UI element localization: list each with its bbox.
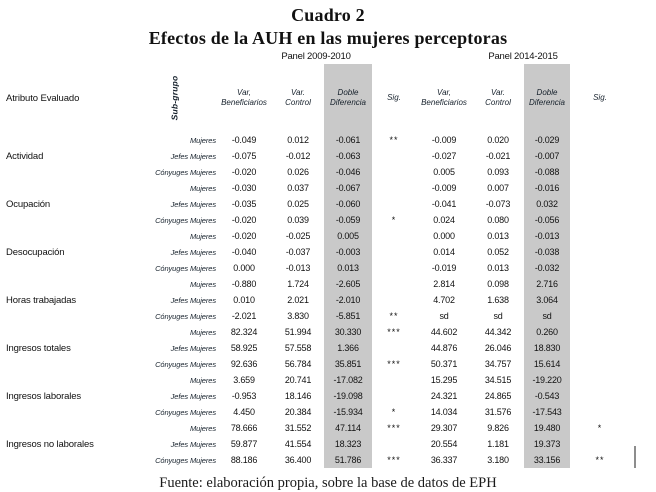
cell-p1-doble-diferencia: -0.046 xyxy=(324,164,372,180)
cell-p2-sig xyxy=(570,164,630,180)
cell-p1-var-beneficiarios: 4.450 xyxy=(233,407,255,417)
cell-p2-doble-diferencia: sd xyxy=(524,308,570,324)
header-p2-var-control-l2: Control xyxy=(485,98,511,107)
cell-p1-var-control: 2.021 xyxy=(287,295,309,305)
cell-p1-var-beneficiarios: -0.040 xyxy=(231,247,257,257)
cell-p2-doble-diferencia: 33.156 xyxy=(524,452,570,468)
cell-p1-var-beneficiarios: -0.953 xyxy=(231,391,257,401)
attribute-label: Actividad xyxy=(6,150,44,162)
cell-p2-var-control: 0.093 xyxy=(487,167,509,177)
cell-p1-doble-diferencia: -2.605 xyxy=(324,276,372,292)
column-header-row xyxy=(6,64,630,132)
cell-p2-sig xyxy=(570,436,630,452)
cell-p1-sig xyxy=(372,244,416,260)
header-p1-doble-diferencia-l2: Diferencia xyxy=(329,98,366,107)
panel-header-row xyxy=(6,50,630,64)
cell-p1-doble-diferencia: -0.061 xyxy=(324,132,372,148)
subgroup-label: Mujeres xyxy=(190,423,216,433)
subgroup-label: Jefes Mujeres xyxy=(170,439,216,449)
subgroup-label: Jefes Mujeres xyxy=(170,247,216,257)
cell-p1-var-beneficiarios: -2.021 xyxy=(231,311,257,321)
page-subtitle: Efectos de la AUH en las mujeres perceptoras xyxy=(148,28,508,48)
cell-p2-sig xyxy=(570,404,630,420)
cell-p1-var-beneficiarios: 59.877 xyxy=(230,439,258,449)
title-block xyxy=(0,0,656,50)
cell-p2-var-beneficiarios: -0.041 xyxy=(431,199,457,209)
cell-p1-sig: *** xyxy=(387,423,401,433)
cell-p1-var-control: 57.558 xyxy=(284,343,312,353)
cell-p1-var-control: 20.741 xyxy=(284,375,312,385)
cell-p2-doble-diferencia: 0.260 xyxy=(524,324,570,340)
cell-p2-var-control: 44.342 xyxy=(484,327,512,337)
cell-p2-doble-diferencia: 0.032 xyxy=(524,196,570,212)
cell-p2-var-control: 0.013 xyxy=(487,231,509,241)
cell-p1-sig xyxy=(372,292,416,308)
corner-blank-attr xyxy=(6,50,132,64)
cell-p1-var-beneficiarios: -0.049 xyxy=(231,135,257,145)
cell-p1-var-beneficiarios: -0.020 xyxy=(231,231,257,241)
cell-p2-var-control: 9.826 xyxy=(487,423,509,433)
cell-p2-var-beneficiarios: 15.295 xyxy=(430,375,458,385)
panel-header-2014-2015: Panel 2014-2015 xyxy=(488,51,558,62)
cell-p2-sig xyxy=(570,148,630,164)
cell-p2-var-beneficiarios: 0.005 xyxy=(433,167,455,177)
cell-p1-var-control: -0.013 xyxy=(285,263,311,273)
cell-p1-sig xyxy=(372,260,416,276)
cell-p2-sig xyxy=(570,228,630,244)
cell-p1-sig: *** xyxy=(387,359,401,369)
cell-p1-doble-diferencia: -0.063 xyxy=(324,148,372,164)
cell-p1-var-control: 1.724 xyxy=(287,279,309,289)
subgroup-label: Jefes Mujeres xyxy=(170,151,216,161)
cell-p1-var-control: 0.037 xyxy=(287,183,309,193)
cell-p2-sig xyxy=(570,132,630,148)
cell-p1-var-control: 3.830 xyxy=(287,311,309,321)
cell-p1-var-beneficiarios: -0.020 xyxy=(231,215,257,225)
header-sub-grupo xyxy=(132,64,216,132)
cell-p1-var-control: 20.384 xyxy=(284,407,312,417)
cell-p2-sig xyxy=(570,276,630,292)
cell-p2-var-control: -0.021 xyxy=(485,151,511,161)
cell-p2-doble-diferencia: -0.032 xyxy=(524,260,570,276)
cell-p2-var-beneficiarios: 20.554 xyxy=(430,439,458,449)
cell-p2-var-beneficiarios: 4.702 xyxy=(433,295,455,305)
cell-p2-var-control: 0.080 xyxy=(487,215,509,225)
cell-p1-var-beneficiarios: 92.636 xyxy=(230,359,258,369)
cell-p1-var-control: 0.025 xyxy=(287,199,309,209)
cell-p2-var-beneficiarios: 36.337 xyxy=(430,455,458,465)
cuadro-2-table xyxy=(6,50,630,468)
attribute-label: Ingresos totales xyxy=(6,342,71,354)
subgroup-label: Jefes Mujeres xyxy=(170,199,216,209)
subgroup-label: Mujeres xyxy=(190,375,216,385)
cell-p1-sig: ** xyxy=(389,311,399,321)
cell-p1-sig xyxy=(372,148,416,164)
cell-p2-doble-diferencia: 15.614 xyxy=(524,356,570,372)
cell-p1-var-beneficiarios: 78.666 xyxy=(230,423,258,433)
cell-p2-doble-diferencia: -19.220 xyxy=(524,372,570,388)
subgroup-label: Mujeres xyxy=(190,135,216,145)
subgroup-label: Cónyuges Mujeres xyxy=(155,167,216,177)
cell-p2-doble-diferencia: 18.830 xyxy=(524,340,570,356)
cell-p2-sig xyxy=(570,260,630,276)
cell-p1-var-beneficiarios: -0.035 xyxy=(231,199,257,209)
cell-p1-sig: * xyxy=(391,215,397,225)
cell-p2-sig xyxy=(570,212,630,228)
header-p1-var-control-l2: Control xyxy=(285,98,311,107)
cell-p1-doble-diferencia: 47.114 xyxy=(324,420,372,436)
cell-p1-var-control: 18.146 xyxy=(284,391,312,401)
cell-p2-var-beneficiarios: 0.014 xyxy=(433,247,455,257)
subgroup-label: Jefes Mujeres xyxy=(170,343,216,353)
attribute-label: Ingresos laborales xyxy=(6,390,81,402)
cell-p2-sig xyxy=(570,244,630,260)
subgroup-label: Cónyuges Mujeres xyxy=(155,311,216,321)
cell-p2-var-control: -0.073 xyxy=(485,199,511,209)
cell-p2-var-control: 31.576 xyxy=(484,407,512,417)
cell-p2-sig xyxy=(570,388,630,404)
cell-p1-var-beneficiarios: -0.075 xyxy=(231,151,257,161)
cell-p1-doble-diferencia: 51.786 xyxy=(324,452,372,468)
cell-p2-sig xyxy=(570,292,630,308)
cell-p2-doble-diferencia: -0.056 xyxy=(524,212,570,228)
attribute-label: Ingresos no laborales xyxy=(6,438,94,450)
cell-p2-sig: ** xyxy=(595,455,605,465)
cell-p2-var-beneficiarios: 0.000 xyxy=(433,231,455,241)
cell-p2-sig xyxy=(570,324,630,340)
attribute-label: Ocupación xyxy=(6,198,51,210)
header-p1-var-beneficiarios xyxy=(216,64,272,132)
table-head xyxy=(6,50,630,132)
header-sub-grupo-label: Sub-grupo xyxy=(168,75,179,121)
right-edge-tick xyxy=(634,446,636,468)
cell-p1-sig xyxy=(372,388,416,404)
subgroup-label: Mujeres xyxy=(190,231,216,241)
cell-p1-doble-diferencia: 0.005 xyxy=(324,228,372,244)
cell-p1-doble-diferencia: 18.323 xyxy=(324,436,372,452)
cell-p1-var-beneficiarios: -0.030 xyxy=(231,183,257,193)
cell-p2-var-beneficiarios: 44.876 xyxy=(430,343,458,353)
source-note: Fuente: elaboración propia, sobre la base de datos de EPH xyxy=(159,475,497,491)
cell-p1-doble-diferencia: -0.003 xyxy=(324,244,372,260)
cell-p2-doble-diferencia: 19.373 xyxy=(524,436,570,452)
subgroup-label: Cónyuges Mujeres xyxy=(155,215,216,225)
cell-p2-var-beneficiarios: 14.034 xyxy=(430,407,458,417)
cell-p2-doble-diferencia: 19.480 xyxy=(524,420,570,436)
cell-p1-doble-diferencia: 35.851 xyxy=(324,356,372,372)
cell-p1-sig xyxy=(372,196,416,212)
corner-blank-subgroup xyxy=(132,50,216,64)
cell-p2-var-beneficiarios: 0.024 xyxy=(433,215,455,225)
cell-p1-sig xyxy=(372,228,416,244)
table-row xyxy=(6,420,630,436)
attribute-label: Desocupación xyxy=(6,246,65,258)
cell-p2-doble-diferencia: -0.088 xyxy=(524,164,570,180)
cell-p1-sig xyxy=(372,340,416,356)
cell-p1-doble-diferencia: -15.934 xyxy=(324,404,372,420)
cell-p1-var-beneficiarios: 88.186 xyxy=(230,455,258,465)
header-p2-var-beneficiarios-l1: Var, xyxy=(437,88,451,97)
cell-p2-var-beneficiarios: 29.307 xyxy=(430,423,458,433)
cell-p2-doble-diferencia: -0.029 xyxy=(524,132,570,148)
cell-p1-sig xyxy=(372,372,416,388)
cell-p2-var-control: 3.180 xyxy=(487,455,509,465)
header-p2-doble-diferencia-l1: Doble xyxy=(536,88,558,97)
cell-p1-doble-diferencia: -5.851 xyxy=(324,308,372,324)
cell-p1-var-control: 0.039 xyxy=(287,215,309,225)
cell-p2-var-control: 1.181 xyxy=(487,439,509,449)
cell-p2-doble-diferencia: -17.543 xyxy=(524,404,570,420)
cell-p1-var-control: 41.554 xyxy=(284,439,312,449)
cell-p1-sig: *** xyxy=(387,455,401,465)
cell-p2-doble-diferencia: 2.716 xyxy=(524,276,570,292)
cell-p2-doble-diferencia: -0.013 xyxy=(524,228,570,244)
header-p2-var-beneficiarios-l2: Beneficiarios xyxy=(421,98,467,107)
cell-p1-doble-diferencia: 0.013 xyxy=(324,260,372,276)
cell-p1-doble-diferencia: -0.067 xyxy=(324,180,372,196)
subgroup-label: Mujeres xyxy=(190,327,216,337)
cell-p2-var-control: 34.515 xyxy=(484,375,512,385)
subgroup-label: Mujeres xyxy=(190,183,216,193)
cell-p2-var-control: 0.013 xyxy=(487,263,509,273)
cell-p2-var-control: 0.052 xyxy=(487,247,509,257)
cell-p2-doble-diferencia: 3.064 xyxy=(524,292,570,308)
cell-p1-var-beneficiarios: 82.324 xyxy=(230,327,258,337)
header-p1-doble-diferencia xyxy=(324,64,372,132)
cell-p1-sig xyxy=(372,180,416,196)
cell-p2-doble-diferencia: -0.016 xyxy=(524,180,570,196)
cell-p2-var-control: 34.757 xyxy=(484,359,512,369)
cell-p1-var-control: -0.012 xyxy=(285,151,311,161)
cell-p1-doble-diferencia: -2.010 xyxy=(324,292,372,308)
cell-p1-var-beneficiarios: 0.000 xyxy=(233,263,255,273)
cell-p2-var-beneficiarios: -0.019 xyxy=(431,263,457,273)
subgroup-label: Cónyuges Mujeres xyxy=(155,407,216,417)
cell-p1-doble-diferencia: -0.059 xyxy=(324,212,372,228)
subgroup-label: Cónyuges Mujeres xyxy=(155,455,216,465)
cell-p2-var-control: 0.007 xyxy=(487,183,509,193)
cell-p1-var-beneficiarios: -0.880 xyxy=(231,279,257,289)
panel-header-2009-2010: Panel 2009-2010 xyxy=(281,51,351,62)
page-title: Cuadro 2 xyxy=(291,5,365,25)
table-row xyxy=(6,228,630,244)
cell-p2-var-control: 1.638 xyxy=(487,295,509,305)
cell-p2-sig: * xyxy=(597,423,603,433)
header-p2-sig: Sig. xyxy=(593,93,607,102)
cell-p1-var-control: -0.037 xyxy=(285,247,311,257)
cell-p2-var-beneficiarios: 44.602 xyxy=(430,327,458,337)
cell-p1-sig: ** xyxy=(389,135,399,145)
cell-p2-sig xyxy=(570,308,630,324)
cell-p1-var-control: 36.400 xyxy=(284,455,312,465)
header-p1-doble-diferencia-l1: Doble xyxy=(337,88,359,97)
subgroup-label: Cónyuges Mujeres xyxy=(155,359,216,369)
cell-p1-doble-diferencia: 1.366 xyxy=(324,340,372,356)
cell-p2-var-beneficiarios: 24.321 xyxy=(430,391,458,401)
header-atributo-evaluado: Atributo Evaluado xyxy=(6,92,80,104)
header-p2-doble-diferencia-l2: Diferencia xyxy=(528,98,565,107)
header-p1-sig: Sig. xyxy=(387,93,401,102)
cell-p2-var-beneficiarios: 50.371 xyxy=(430,359,458,369)
cell-p2-var-control: sd xyxy=(493,311,503,321)
cell-p2-var-control: 24.865 xyxy=(484,391,512,401)
cell-p2-doble-diferencia: -0.038 xyxy=(524,244,570,260)
cell-p2-var-control: 0.098 xyxy=(487,279,509,289)
cell-p1-var-beneficiarios: -0.020 xyxy=(231,167,257,177)
cell-p1-sig: * xyxy=(391,407,397,417)
table-row xyxy=(6,324,630,340)
cell-p2-var-control: 0.020 xyxy=(487,135,509,145)
table-row xyxy=(6,276,630,292)
cell-p1-doble-diferencia: -19.098 xyxy=(324,388,372,404)
cell-p2-doble-diferencia: -0.007 xyxy=(524,148,570,164)
cell-p1-var-control: 31.552 xyxy=(284,423,312,433)
cell-p2-var-beneficiarios: sd xyxy=(439,311,449,321)
cell-p1-doble-diferencia: 30.330 xyxy=(324,324,372,340)
subgroup-label: Cónyuges Mujeres xyxy=(155,263,216,273)
cell-p2-var-beneficiarios: 2.814 xyxy=(433,279,455,289)
cell-p1-var-control: -0.025 xyxy=(285,231,311,241)
header-p2-doble-diferencia xyxy=(524,64,570,132)
cell-p2-sig xyxy=(570,372,630,388)
cell-p1-var-control: 0.026 xyxy=(287,167,309,177)
cell-p1-var-beneficiarios: 3.659 xyxy=(233,375,255,385)
cell-p2-var-control: 26.046 xyxy=(484,343,512,353)
header-p2-var-control xyxy=(472,64,524,132)
cell-p1-sig: *** xyxy=(387,327,401,337)
subgroup-label: Mujeres xyxy=(190,279,216,289)
table-container xyxy=(6,50,630,468)
header-p1-var-beneficiarios-l2: Beneficiarios xyxy=(221,98,267,107)
cell-p1-var-control: 51.994 xyxy=(284,327,312,337)
cell-p2-var-beneficiarios: -0.027 xyxy=(431,151,457,161)
header-p2-var-control-l1: Var. xyxy=(490,88,506,97)
cell-p2-sig xyxy=(570,196,630,212)
cell-p1-doble-diferencia: -17.082 xyxy=(324,372,372,388)
cell-p1-var-control: 56.784 xyxy=(284,359,312,369)
subgroup-label: Jefes Mujeres xyxy=(170,295,216,305)
header-p2-var-beneficiarios xyxy=(416,64,472,132)
cell-p2-sig xyxy=(570,180,630,196)
cell-p1-var-control: 0.012 xyxy=(287,135,309,145)
cell-p2-doble-diferencia: -0.543 xyxy=(524,388,570,404)
subgroup-label: Jefes Mujeres xyxy=(170,391,216,401)
table-body xyxy=(6,132,630,468)
cell-p1-var-beneficiarios: 0.010 xyxy=(233,295,255,305)
cell-p1-sig xyxy=(372,164,416,180)
cell-p1-var-beneficiarios: 58.925 xyxy=(230,343,258,353)
cell-p2-var-beneficiarios: -0.009 xyxy=(431,135,457,145)
cell-p2-sig xyxy=(570,356,630,372)
header-p1-var-control xyxy=(272,64,324,132)
cell-p2-sig xyxy=(570,340,630,356)
cell-p1-doble-diferencia: -0.060 xyxy=(324,196,372,212)
table-row xyxy=(6,180,630,196)
cell-p1-sig xyxy=(372,436,416,452)
header-p1-var-beneficiarios-l1: Var, xyxy=(237,88,251,97)
header-p1-var-control-l1: Var. xyxy=(290,88,306,97)
table-row xyxy=(6,372,630,388)
cell-p1-sig xyxy=(372,276,416,292)
table-row xyxy=(6,132,630,148)
attribute-label: Horas trabajadas xyxy=(6,294,76,306)
cell-p2-var-beneficiarios: -0.009 xyxy=(431,183,457,193)
